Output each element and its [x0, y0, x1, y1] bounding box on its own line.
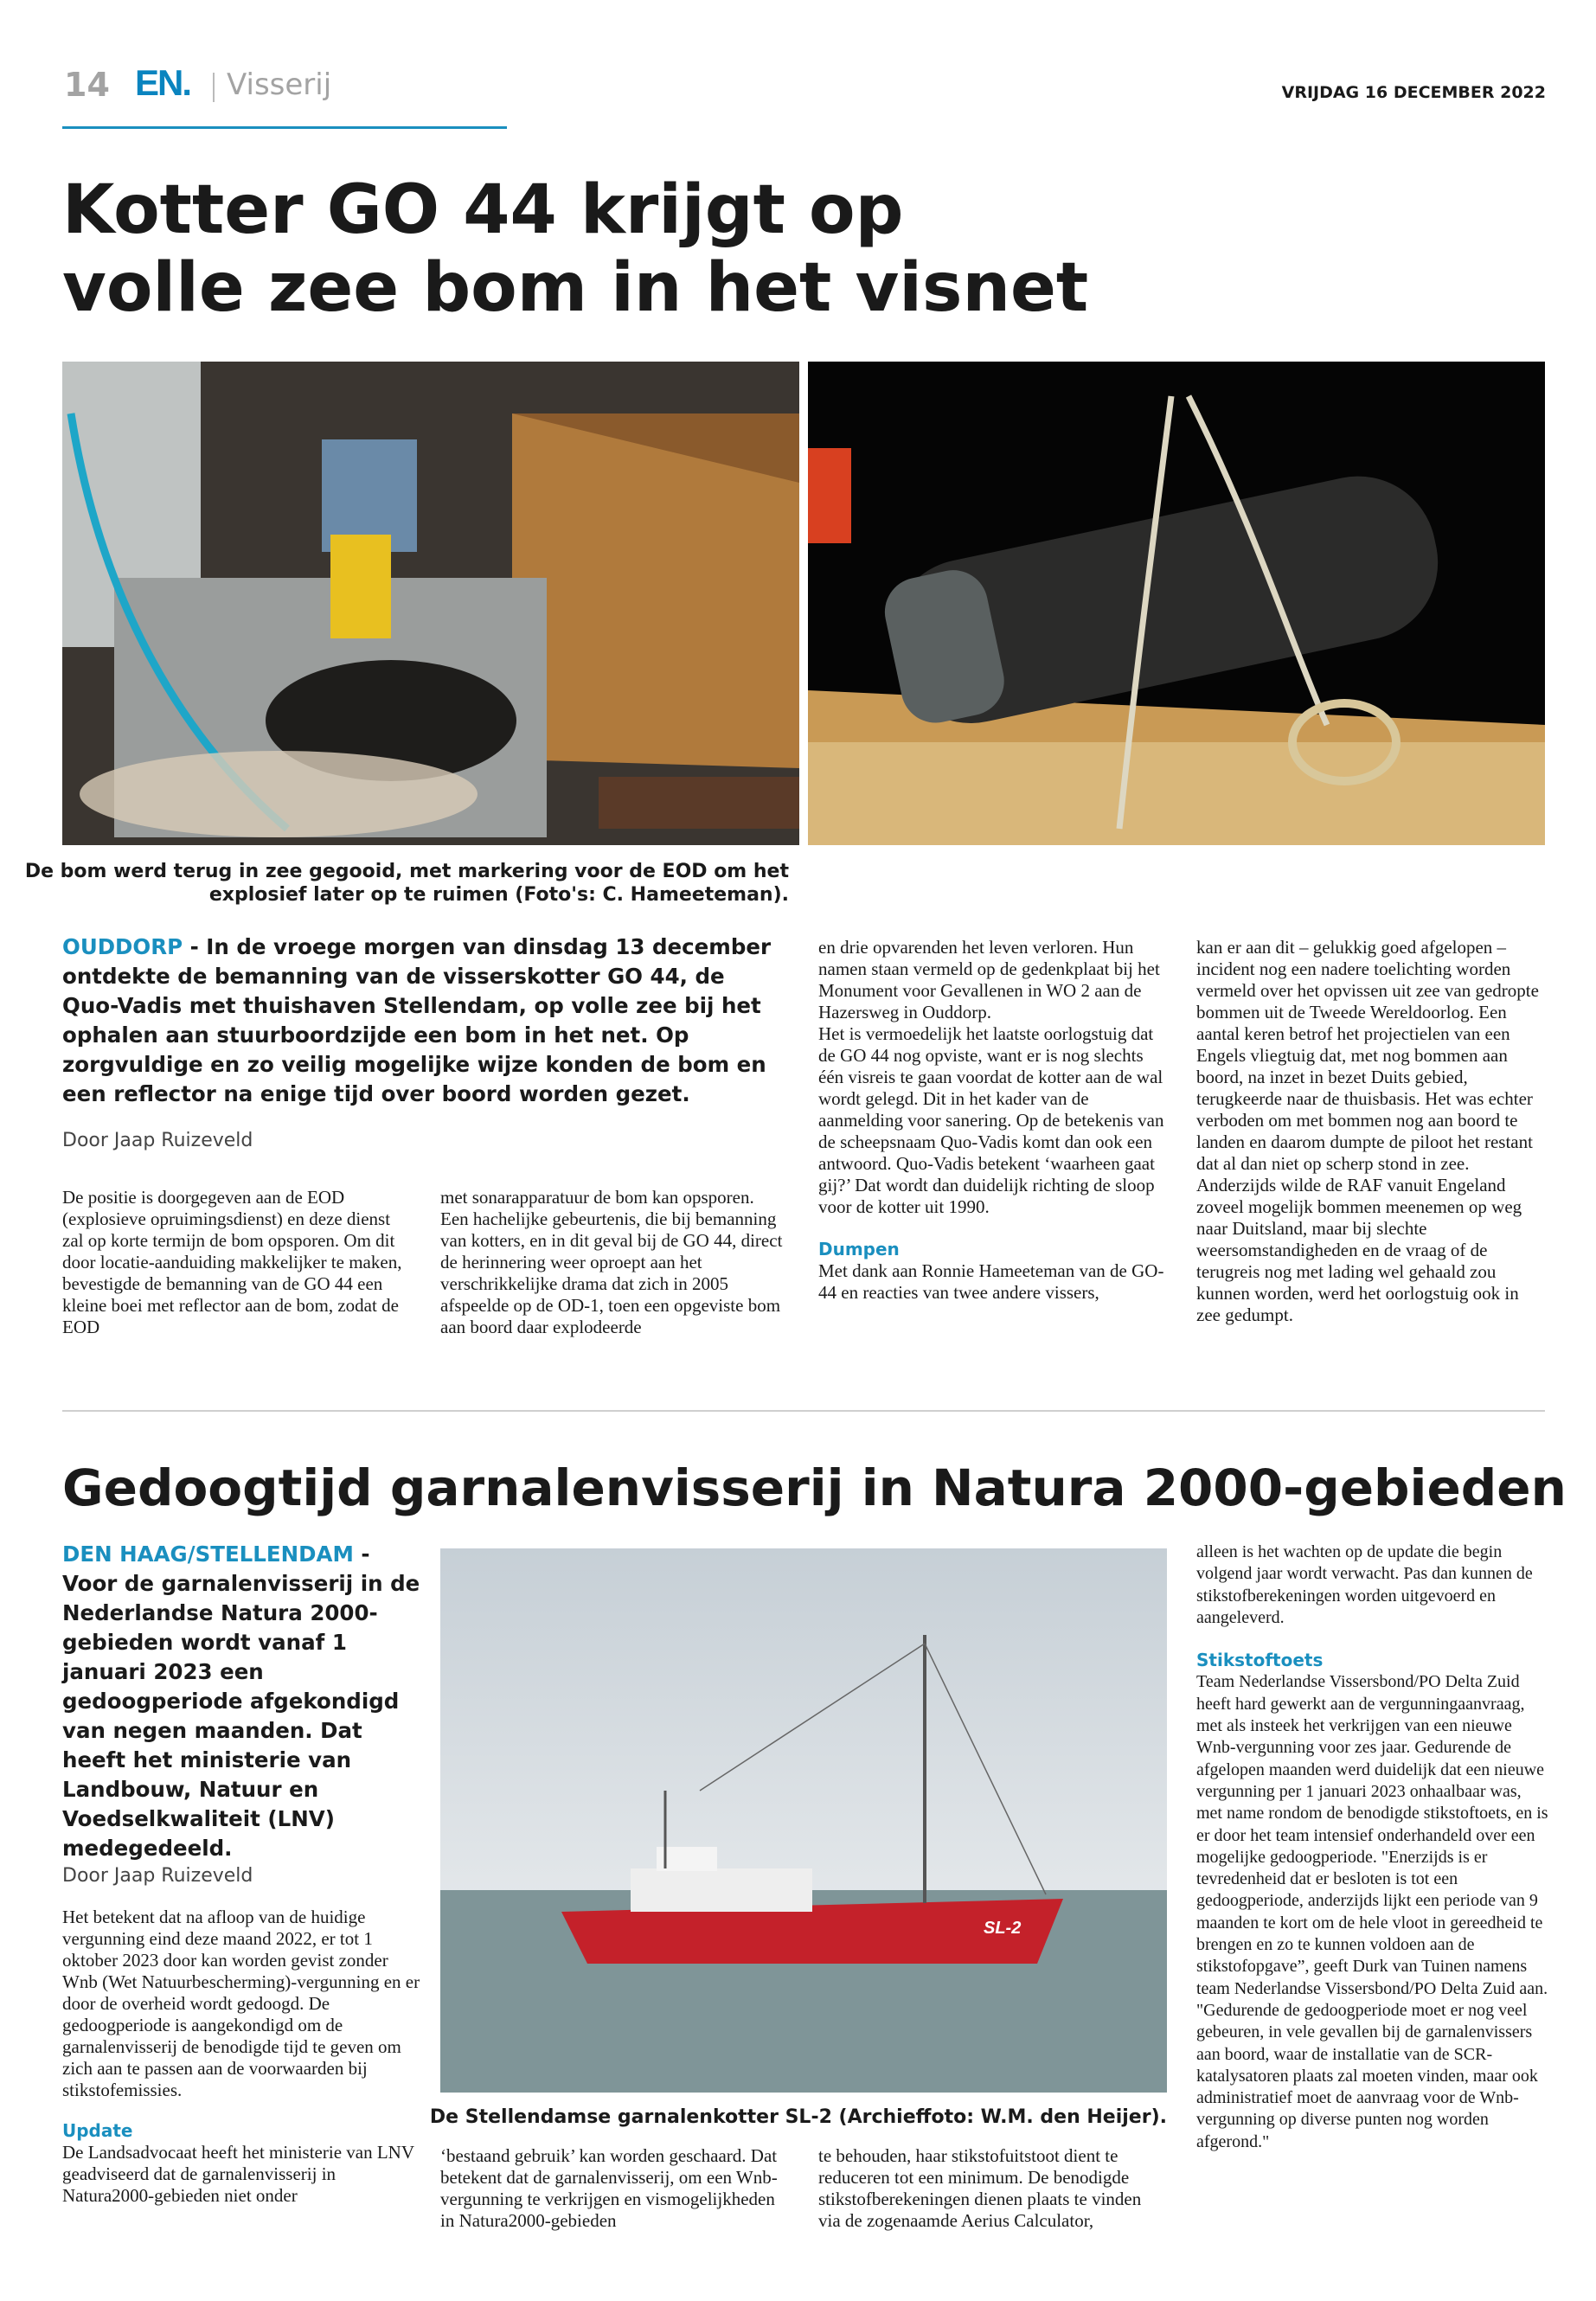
article-1-lead — [62, 933, 772, 1109]
article-2-column-3: te behouden, haar stikstofuitstoot dient te reduceren tot een minimum. De benodigde stikstofberekeningen dienen plaats te vinden via de zogenaamde Aerius Calculator, — [818, 2145, 1142, 2231]
subheading-update: Update — [62, 2120, 133, 2141]
subheading-dumpen: Dumpen — [818, 1239, 900, 1259]
photo-caption-2: De Stellendamse garnalenkotter SL-2 (Archieffoto: W.M. den Heijer). — [429, 2106, 1167, 2128]
boat-registration: SL-2 — [984, 1919, 1022, 1938]
dateline: DEN HAAG/STELLENDAM — [62, 1541, 354, 1567]
article-divider — [62, 1410, 1545, 1412]
article-1-column-4: kan er aan dit – gelukkig goed afgelopen – incident nog een nadere toelichting worden vermeld over het opvissen uit zee van gedropte bommen uit de Tweede Wereldoorlog. Een aantal keren betrof het projectielen van een Engels vliegtuig dat, met nog bommen aan boord, na inzet in bezet Duits gebied, terugkeerde naar de thuisbasis. Het was echter verboden om met bommen nog aan boord te landen en daarom dumpte de piloot het restant dat al dan niet op scherp stond in zee. Anderzijds wilde de RAF vanuit Engeland zoveel mogelijk bommen meenemen op weg naar Duitsland, maar bij slechte weersomstandigheden en de vraag of de terugreis nog met lading wel gehaald zou kunnen worden, werd het oorlogstuig ook in zee gedumpt. — [1196, 937, 1539, 1325]
dateline: OUDDORP — [62, 934, 183, 959]
paragraph: en drie opvarenden het leven verloren. Hun namen staan vermeld op de gedenkplaat bij het Monument voor Gevallenen in WO 2 aan de Hazersweg in Ouddorp. — [818, 937, 1160, 1022]
caption-line-1: De bom werd terug in zee gegooid, met markering voor de EOD om het — [24, 861, 789, 882]
article-1-column-3 — [818, 937, 1164, 1304]
subheading-stikstoftoets: Stikstoftoets — [1196, 1650, 1324, 1671]
article-2-column-4 — [1196, 1541, 1551, 2153]
page-number: 14 — [64, 66, 110, 104]
article-2-column-1 — [62, 1907, 426, 2207]
photo-bomb-closeup — [808, 362, 1545, 845]
article-1-column-1: De positie is doorgegeven aan de EOD (explosieve opruimingsdienst) en deze dienst zal op korte termijn de bom opsporen. Om dit door locatie-aanduiding makkelijker te maken, bevestigde de bemanning van de GO 44 een kleine boei met reflector aan de bom, zodat de EOD — [62, 1187, 402, 1337]
issue-date: VRIJDAG 16 DECEMBER 2022 — [1281, 83, 1546, 102]
paragraph: De Landsadvocaat heeft het ministerie van LNV geadviseerd dat de garnalenvisserij in Natura2000-gebieden niet onder — [62, 2142, 414, 2206]
article-2-lead — [62, 1540, 426, 1863]
headline-line-2: volle zee bom in het visnet — [62, 249, 1089, 327]
article-2-column-2: ‘bestaand gebruik’ kan worden geschaard. Dat betekent dat de garnalenvisserij, om een Wnb-vergunning te verkrijgen en vismogelijkheden in Natura2000-gebieden — [440, 2145, 778, 2231]
photo-shrimp-trawler — [440, 1548, 1167, 2093]
paragraph: Met dank aan Ronnie Hameeteman van de GO-44 en reacties van twee andere vissers, — [818, 1260, 1164, 1303]
article-2-headline: Gedoogtijd garnalenvisserij in Natura 2000-gebieden — [62, 1458, 1567, 1517]
article-1-column-2: met sonarapparatuur de bom kan opsporen. Een hachelijke gebeurtenis, die bij bemanning van kotters, en in dit geval bij de GO 44, direct de herinnering weer oproept aan het verschrikkelijke drama dat zich in 2005 afspeelde op de OD-1, toen een opgeviste bom aan boord daar explodeerde — [440, 1187, 783, 1337]
caption-line-2: explosief later op te ruimen (Foto's: C. Hameeteman). — [208, 884, 789, 906]
paragraph: Het is vermoedelijk het laatste oorlogstuig dat de GO 44 nog opviste, want er is nog slechts één visreis te gaan voordat de kotter aan de wal wordt gelegd. Dit in het kader van de aanmelding voor sanering. Op de betekenis van de scheepsnaam Quo-Vadis komt dan ook een antwoord. Quo-Vadis betekent ‘waarheen gaat gij?’ Dat wordt dan duidelijk richting de sloop voor de kotter uit 1990. — [818, 1023, 1164, 1217]
newspaper-logo: EN. — [135, 62, 191, 103]
section-name: Visserij — [227, 67, 332, 102]
paragraph: Het betekent dat na afloop van de huidige vergunning eind deze maand 2022, er tot 1 oktober 2023 door kan worden gevist zonder Wnb (Wet Natuurbescherming)-vergunning en er door de overheid wordt gedoogd. De gedoogperiode is aangekondigd om de garnalenvisserij de benodigde tijd te geven om zich aan te passen aan de voorwaarden bij stikstofemissies. — [62, 1907, 420, 2100]
header-separator — [213, 73, 215, 102]
lead-text: - Voor de garnalenvisserij in de Nederlandse Natura 2000-gebieden wordt vanaf 1 januari 2023 een gedoogperiode afgekondigd van negen maanden. Dat heeft het ministerie van Landbouw, Natuur en Voedselkwaliteit (LNV) medegedeeld. — [62, 1541, 420, 1861]
byline: Door Jaap Ruizeveld — [62, 1865, 253, 1887]
article-1-headline — [62, 171, 1088, 327]
paragraph: alleen is het wachten op de update die begin volgend jaar wordt verwacht. Pas dan kunnen de stikstofberekeningen worden uitgevoerd en aangeleverd. — [1196, 1542, 1533, 1627]
lead-text: - In de vroege morgen van dinsdag 13 december ontdekte de bemanning van de visserskotter GO 44, de Quo-Vadis met thuishaven Stellendam, op volle zee bij het ophalen aan stuurboordzijde een bom in het net. Op zorgvuldige en zo veilig mogelijke wijze konden de bom en een reflector na enige tijd over boord worden gezet. — [62, 934, 772, 1106]
paragraph: Team Nederlandse Vissersbond/PO Delta Zuid heeft hard gewerkt aan de vergunningaanvraag, met als insteek het verkrijgen van een nieuwe Wnb-vergunning voor zes jaar. Gedurende de afgelopen maanden werd duidelijk dat een nieuwe vergunning per 1 januari 2023 onhaalbaar was, met name rondom de benodigde stikstoftoets, en is er door het team intensief onderhandeld over een mogelijke gedoogperiode. "Enerzijds is er tevredenheid dat er besloten is tot een gedoogperiode, anderzijds lijkt een periode van 9 maanden te kort om de hele vloot in gereedheid te brengen en zo te kunnen voldoen aan de stikstofopgave”, geeft Durk van Tuinen namens team Nederlandse Vissersbond/PO Delta Zuid aan. "Gedurende de gedoogperiode moet er nog veel gebeuren, in vele gevallen bij de garnalenvissers aan boord, waar de installatie van de SCR-katalysatoren plaats zal moeten vinden, maar ook administratief moet de aanvraag voor de Wnb-vergunning op diverse punten nog worden afgerond." — [1196, 1672, 1548, 2151]
header-rule — [62, 126, 507, 129]
headline-line-1: Kotter GO 44 krijgt op — [62, 171, 904, 249]
photo-bomb-on-deck — [62, 362, 799, 845]
byline: Door Jaap Ruizeveld — [62, 1130, 253, 1151]
photo-caption-1 — [25, 860, 789, 907]
